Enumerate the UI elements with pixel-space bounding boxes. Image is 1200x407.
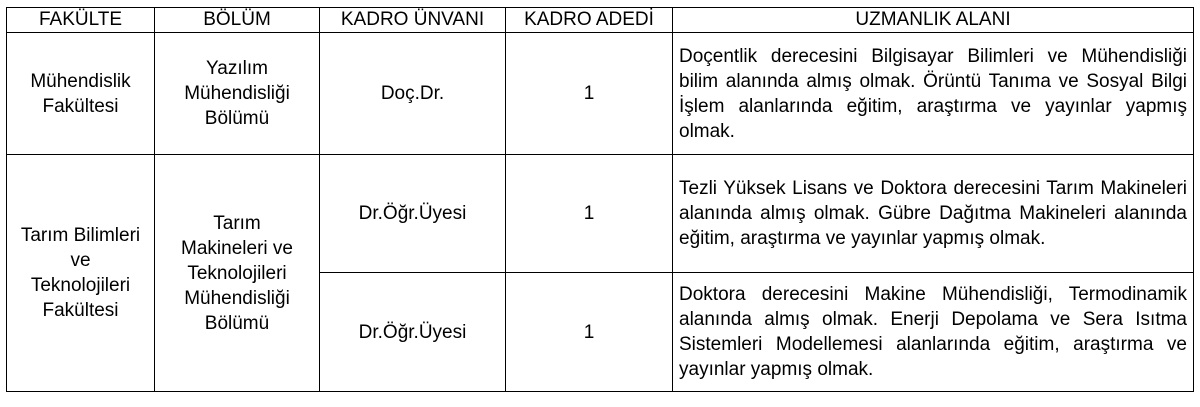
cell-kadro-unvani: Dr.Öğr.Üyesi xyxy=(320,155,506,273)
cell-fakulte xyxy=(7,33,155,155)
cell-fakulte xyxy=(7,155,155,392)
kadro-table xyxy=(6,7,1194,392)
cell-uzmanlik-alani: Doçentlik derecesini Bilgisayar Bilimleri ve Mühendisliği bilim alanında almış olmak. Örüntü Tanıma ve Sosyal Bilgi İşlem alanlarında eğitim, araştırma ve yayınlar yapmış olmak. xyxy=(673,33,1194,155)
header-kadro-unvani: KADRO ÜNVANI xyxy=(320,8,506,33)
cell-kadro-adedi: 1 xyxy=(506,273,673,392)
header-uzmanlik-alani: UZMANLIK ALANI xyxy=(673,8,1194,33)
header-row xyxy=(7,8,1194,33)
header-bolum: BÖLÜM xyxy=(155,8,320,33)
bolum-text: Yazılım Mühendisliği Bölümü xyxy=(184,58,290,129)
cell-bolum xyxy=(155,155,320,392)
fakulte-text: Tarım Bilimleri ve Teknolojileri Fakültesi xyxy=(20,225,141,321)
cell-kadro-unvani: Dr.Öğr.Üyesi xyxy=(320,273,506,392)
cell-uzmanlik-alani: Doktora derecesini Makine Mühendisliği, Termodinamik alanında almış olmak. Enerji Depolama ve Sera Isıtma Sistemleri Modellemesi alanlarında eğitim, araştırma ve yayınlar yapmış olmak. xyxy=(673,273,1194,392)
header-fakulte: FAKÜLTE xyxy=(7,8,155,33)
table-row xyxy=(7,155,1194,273)
fakulte-text: Mühendislik Fakültesi xyxy=(30,70,131,117)
cell-kadro-unvani: Doç.Dr. xyxy=(320,33,506,155)
bolum-text: Tarım Makineleri ve Teknolojileri Mühendisliği Bölümü xyxy=(181,212,293,334)
cell-kadro-adedi: 1 xyxy=(506,33,673,155)
table-row xyxy=(7,33,1194,155)
kadro-table-container xyxy=(6,7,1194,392)
cell-bolum xyxy=(155,33,320,155)
header-kadro-adedi: KADRO ADEDİ xyxy=(506,8,673,33)
cell-kadro-adedi: 1 xyxy=(506,155,673,273)
cell-uzmanlik-alani: Tezli Yüksek Lisans ve Doktora derecesini Tarım Makineleri alanında almış olmak. Gübre Dağıtma Makineleri alanında eğitim, araştırma ve yayınlar yapmış olmak. xyxy=(673,155,1194,273)
